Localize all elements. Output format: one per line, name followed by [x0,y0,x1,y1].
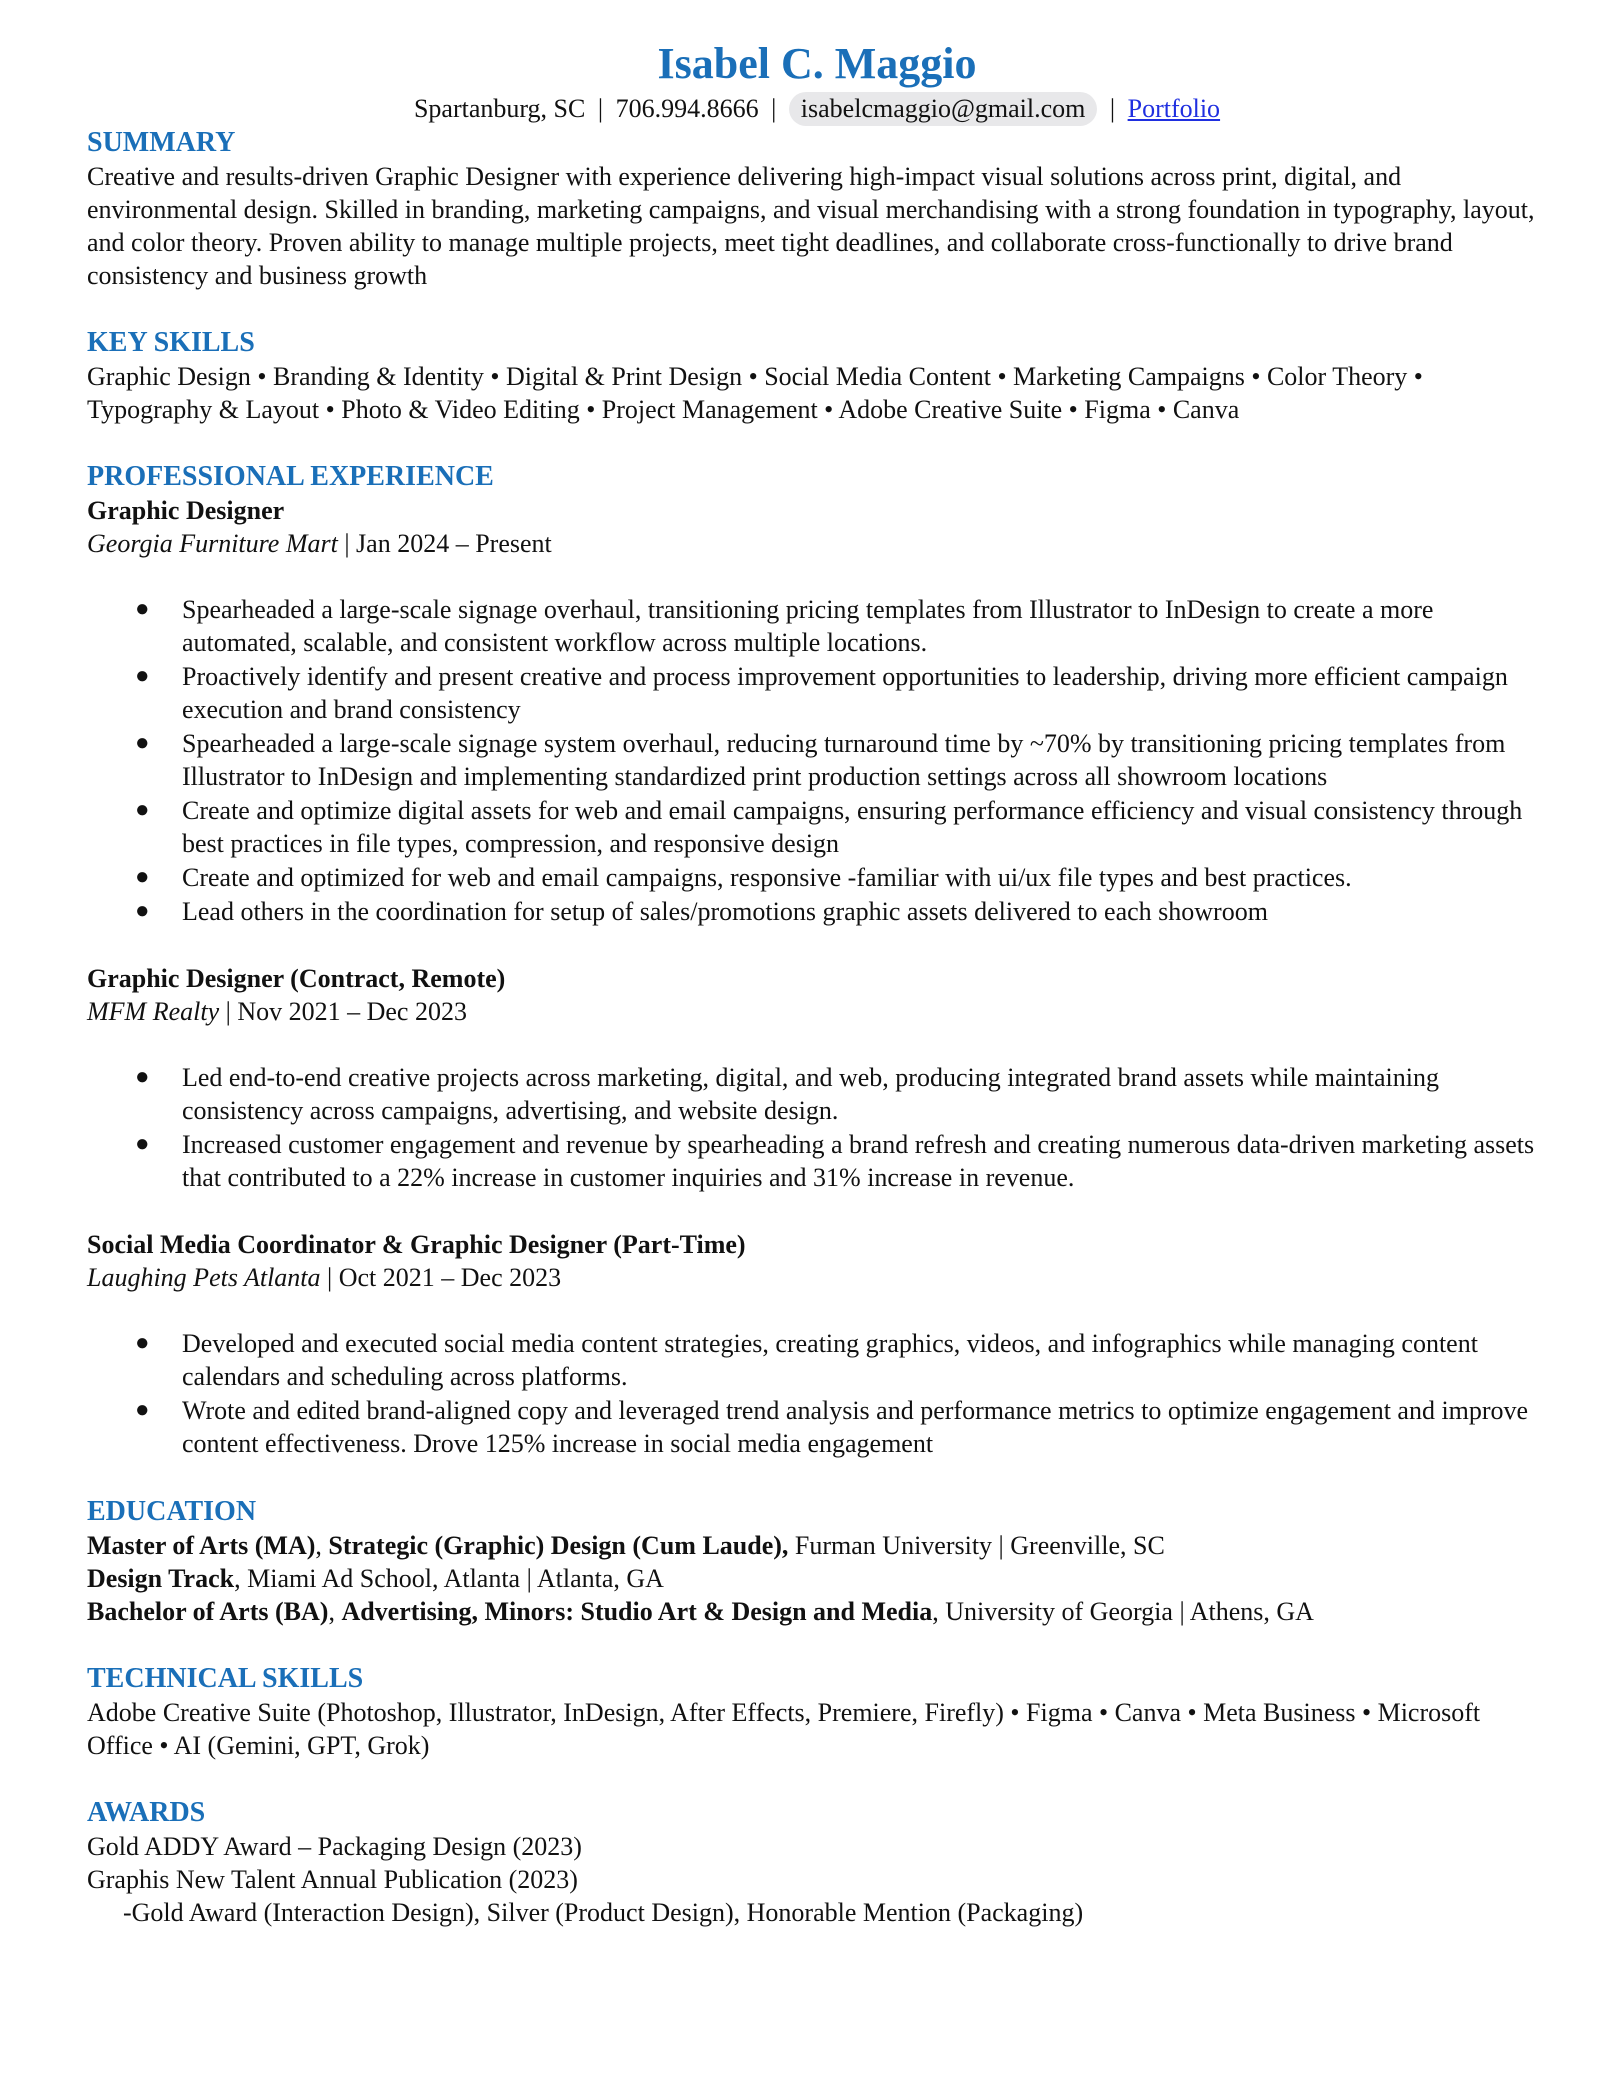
technical-skills-text: Adobe Creative Suite (Photoshop, Illustrator, InDesign, After Effects, Premiere, Firefly) • Figma • Canva • Meta Business • Microsoft Office • AI (Gemini, GPT, Grok) [87,1698,1481,1760]
bullet-item: ● Spearheaded a large-scale signage system overhaul, reducing turnaround time by ~70% by transitioning pricing templates from Illustrator to InDesign and implementing standardized print production settings across all showroom locations [135,729,1506,791]
bullet-item: ● Led end-to-end creative projects across marketing, digital, and web, producing integrated brand assets while maintaining consistency across campaigns, advertising, and website design. [135,1063,1439,1125]
bullet-item: ● Wrote and edited brand-aligned copy and leveraged trend analysis and performance metrics to optimize engagement and improve content effectiveness. Drove 125% increase in social media engagement [135,1396,1529,1458]
bullet-icon: ● [135,864,150,890]
separator: | [771,94,777,123]
bullet-icon: ● [135,1131,150,1157]
job-meta [87,1261,1547,1294]
bullet-icon: ● [135,663,150,689]
job-entry [87,1228,1547,1460]
experience-heading: PROFESSIONAL EXPERIENCE [87,461,494,492]
award-item: -Gold Award (Interaction Design), Silver (Product Design), Honorable Mention (Packaging) [123,1898,1084,1927]
bullet-icon: ● [135,1397,150,1423]
bullet-item: ● Create and optimized for web and email campaigns, responsive -familiar with ui/ux file types and best practices. [135,863,1352,892]
job-title: Graphic Designer [87,496,285,525]
job-bullets [87,1327,1547,1460]
education-entry: Master of Arts (MA), Strategic (Graphic) Design (Cum Laude), Furman University | Greenville, SC [87,1531,1165,1560]
candidate-name: Isabel C. Maggio [657,39,977,88]
summary-heading: SUMMARY [87,127,236,158]
bullet-icon: ● [135,730,150,756]
portfolio-link[interactable]: Portfolio [1127,94,1221,123]
bullet-item: ● Developed and executed social media content strategies, creating graphics, videos, and infographics while managing content calendars and scheduling across platforms. [135,1329,1478,1391]
resume-page [87,38,1547,1929]
bullet-icon: ● [135,1064,150,1090]
education-entry: Bachelor of Arts (BA), Advertising, Minors: Studio Art & Design and Media, University of Georgia | Athens, GA [87,1597,1314,1626]
bullet-item: ● Increased customer engagement and revenue by spearheading a brand refresh and creating numerous data-driven marketing assets that contributed to a 22% increase in customer inquiries and 31% increase in revenue. [135,1130,1535,1192]
job-dates: | Nov 2021 – Dec 2023 [225,997,467,1026]
summary-text: Creative and results-driven Graphic Designer with experience delivering high-impact visual solutions across print, digital, and environmental design. Skilled in branding, marketing campaigns, and visual merchandising with a strong foundation in typography, layout, and color theory. Proven ability to manage multiple projects, meet tight deadlines, and collaborate cross-functionally to drive brand consistency and business growth [87,162,1535,290]
job-title: Graphic Designer (Contract, Remote) [87,964,506,993]
contact-line [87,92,1547,126]
job-bullets [87,1061,1547,1194]
separator: | [597,94,604,123]
bullet-icon: ● [135,596,150,622]
job-dates: | Jan 2024 – Present [344,529,552,558]
location-text: Spartanburg, SC [413,94,586,123]
award-item: Graphis New Talent Annual Publication (2023) [87,1865,578,1894]
bullet-item: ● Create and optimize digital assets for web and email campaigns, ensuring performance efficiency and visual consistency through best practices in file types, compression, and responsive design [135,796,1523,858]
email-chip[interactable]: isabelcmaggio@gmail.com [789,92,1098,126]
award-item: Gold ADDY Award – Packaging Design (2023) [87,1832,582,1861]
technical-skills-heading: TECHNICAL SKILLS [87,1663,364,1694]
company-name: MFM Realty [87,997,220,1026]
separator: | [1109,94,1116,123]
bullet-icon: ● [135,1330,150,1356]
key-skills-text: Graphic Design • Branding & Identity • Digital & Print Design • Social Media Content • Marketing Campaigns • Color Theory • Typography & Layout • Photo & Video Editing • Project Management • Adobe Creative Suite • Figma • Canva [87,362,1423,424]
phone-text: 706.994.8666 [615,94,759,123]
job-title: Social Media Coordinator & Graphic Designer (Part-Time) [87,1230,746,1259]
key-skills-heading: KEY SKILLS [87,327,255,358]
job-entry [87,494,1547,928]
job-meta [87,995,1547,1028]
company-name: Laughing Pets Atlanta [87,1263,321,1292]
company-name: Georgia Furniture Mart [87,529,338,558]
education-heading: EDUCATION [87,1496,257,1527]
education-entry: Design Track, Miami Ad School, Atlanta | Atlanta, GA [87,1564,664,1593]
awards-heading: AWARDS [87,1797,206,1828]
bullet-icon: ● [135,797,150,823]
bullet-item: ● Lead others in the coordination for setup of sales/promotions graphic assets delivered to each showroom [135,897,1268,926]
job-meta [87,527,1547,560]
job-entry [87,962,1547,1194]
job-bullets [87,593,1547,928]
job-dates: | Oct 2021 – Dec 2023 [327,1263,562,1292]
bullet-item: ● Proactively identify and present creative and process improvement opportunities to leadership, driving more efficient campaign execution and brand consistency [135,662,1508,724]
bullet-icon: ● [135,898,150,924]
bullet-item: ● Spearheaded a large-scale signage overhaul, transitioning pricing templates from Illustrator to InDesign to create a more automated, scalable, and consistent workflow across multiple locations. [135,595,1434,657]
